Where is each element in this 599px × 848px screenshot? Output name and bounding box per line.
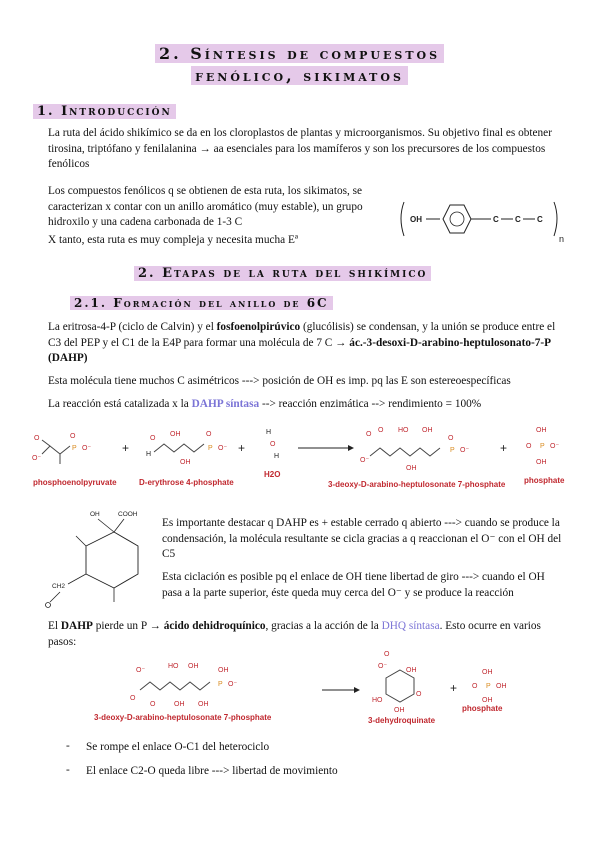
ring-oh-label: OH <box>90 511 100 518</box>
atom-o: O <box>270 441 276 448</box>
atom-o: O <box>366 431 372 438</box>
section-heading-etapas <box>134 266 431 281</box>
label-phosphate: phosphate <box>524 476 565 485</box>
atom-o: O <box>416 691 422 698</box>
atom-o-minus: O⁻ <box>218 445 228 452</box>
atom-o: O <box>206 431 212 438</box>
label-water: H2O <box>264 470 281 479</box>
atom-o-minus: O⁻ <box>360 457 370 464</box>
atom-p: P <box>450 447 455 454</box>
subsection-heading-text: 2.1. Formación del anillo de 6C <box>70 296 333 310</box>
atom-o: O <box>150 701 156 708</box>
atom-h: H <box>274 453 280 460</box>
bullet-mark: - <box>66 764 70 776</box>
atom-o-minus: O⁻ <box>228 681 238 688</box>
atom-o: O <box>150 435 156 442</box>
text-run: . Esto ocurre en varios pasos: <box>48 620 541 648</box>
formula-c-1: C <box>493 215 499 224</box>
text-run: --> reacción enzimática --> rendimiento = 100% <box>259 398 482 410</box>
bond <box>68 574 86 584</box>
text-run: El <box>48 620 61 632</box>
atom-oh: OH <box>180 459 191 466</box>
atom-o: O <box>472 683 478 690</box>
label-erythrose-4-phosphate: D-erythrose 4-phosphate <box>139 478 234 487</box>
atom-o: O <box>34 435 40 442</box>
plus-sign: + <box>122 441 130 455</box>
title-line-1: 2. Síntesis de compuestos <box>155 44 444 63</box>
atom-o: O <box>526 443 532 450</box>
atom-o: O <box>130 695 136 702</box>
atom-o-minus: O⁻ <box>460 447 470 454</box>
title-line-2: fenólico, sikimatos <box>191 66 408 85</box>
enzyme-name-dhq-sintasa: DHQ síntasa <box>381 620 440 632</box>
etapas-paragraph-3 <box>48 397 568 413</box>
arrow-head <box>354 687 360 693</box>
enzyme-name-dahp-sintasa: DAHP síntasa <box>191 398 260 410</box>
text-run: (glucólisis) se condensan, y la unión se produce entre el C3 del PEP y el C1 de la E4P para formar una molécula de 7 C → <box>48 321 556 349</box>
benzene-ring <box>443 205 471 233</box>
bond <box>76 536 86 546</box>
cyclohexane-ring <box>386 670 414 702</box>
intro-paragraph-3: X tanto, esta ruta es muy compleja y necesita mucha Eª <box>48 234 298 246</box>
text-run: La eritrosa-4-P (ciclo de Calvin) y el <box>48 321 217 333</box>
atom-o-minus: O⁻ <box>378 663 388 670</box>
formula-c-3: C <box>537 215 543 224</box>
formula-c-2: C <box>515 215 521 224</box>
etapas-paragraph-4: Es importante destacar q DAHP es + estable cerrado q abierto ---> cuando se produce la condensación, la molécula resultante se cicla gracias a q reaccionan el O⁻ con el OH del C5 <box>162 517 562 560</box>
section-heading-introduccion <box>33 104 176 119</box>
atom-oh: OH <box>170 431 181 438</box>
label-phosphate-2: phosphate <box>462 704 503 713</box>
atom-o: O <box>448 435 454 442</box>
bond <box>370 448 440 456</box>
aromatic-circle <box>450 212 464 226</box>
atom-ho: HO <box>168 663 179 670</box>
bullet-item-2: El enlace C2-O queda libre ---> libertad de movimiento <box>86 765 338 777</box>
bullet-mark: - <box>66 740 70 752</box>
atom-ho: HO <box>372 697 383 704</box>
text-run: La reacción está catalizada x la <box>48 398 192 410</box>
oxygen-atom <box>46 603 51 608</box>
text-bold: ác.-3-desoxi-D-arabino-heptulosonato-7-P (DAHP) <box>48 336 551 364</box>
atom-o-minus: O⁻ <box>550 443 560 450</box>
bond <box>42 440 50 446</box>
atom-oh: OH <box>536 427 547 434</box>
atom-oh: OH <box>536 459 547 466</box>
bond <box>114 519 124 532</box>
intro-paragraph-2: Los compuestos fenólicos q se obtienen de esta ruta, los sikimatos, se caracterizan x contar con un anillo aromático (muy estable), un grupo hidroxilo y una cadena carbonada de 1-3 C <box>48 185 363 228</box>
dahp-structure <box>360 427 469 472</box>
bracket-left <box>401 202 404 236</box>
atom-oh: OH <box>482 697 493 704</box>
atom-oh: OH <box>188 663 199 670</box>
plus-sign: + <box>238 441 246 455</box>
bond <box>154 444 204 452</box>
atom-o: O <box>70 433 76 440</box>
atom-p: P <box>208 445 213 452</box>
atom-p: P <box>218 681 223 688</box>
ring-cooh-label: COOH <box>118 511 138 518</box>
text-bold: DAHP <box>60 620 93 632</box>
text-run: , gracias a la acción de la <box>265 620 382 632</box>
atom-p: P <box>540 443 545 450</box>
bullet-item-1: Se rompe el enlace O-C1 del heterociclo <box>86 741 270 753</box>
atom-ho: HO <box>398 427 409 434</box>
plus-sign: + <box>450 681 458 695</box>
subsection-heading-anillo <box>70 296 333 310</box>
atom-oh: OH <box>406 465 417 472</box>
atom-oh: OH <box>496 683 507 690</box>
atom-oh: OH <box>422 427 433 434</box>
atom-o: O <box>384 651 390 658</box>
label-phosphoenolpyruvate: phosphoenolpyruvate <box>33 478 117 487</box>
etapas-paragraph-2: Esta molécula tiene muchos C asimétricos ---> posición de OH es imp. pq las E son estereoespecíficas <box>48 375 511 387</box>
text-run: pierde un P → <box>92 620 164 632</box>
pep-structure <box>32 433 91 464</box>
water-structure <box>266 429 279 460</box>
atom-oh: OH <box>198 701 209 708</box>
atom-o: O <box>378 427 384 434</box>
formula-oh: OH <box>410 215 422 224</box>
label-dahp-2: 3-deoxy-D-arabino-heptulosonate 7-phosphate <box>94 713 272 722</box>
plus-sign: + <box>500 441 508 455</box>
etapas-paragraph-5: Esta ciclación es posible pq el enlace de OH tiene libertad de giro ---> cuando el OH pasa a la parte superior, éste queda muy cerca del O⁻ y se produce la reacción <box>162 571 545 599</box>
dhq-structure <box>372 651 422 714</box>
atom-oh: OH <box>394 707 405 714</box>
pyranose-ring <box>86 532 138 588</box>
section-heading-text: 2. Etapas de la ruta del shikímico <box>134 266 431 281</box>
e4p-structure <box>146 431 227 466</box>
page-title <box>0 44 599 63</box>
arrow-head <box>348 445 354 451</box>
section-heading-text: 1. Introducción <box>33 104 176 119</box>
atom-oh: OH <box>174 701 185 708</box>
text-bold: fosfoenolpirúvico <box>216 321 301 333</box>
atom-p: P <box>486 683 491 690</box>
atom-oh: OH <box>218 667 229 674</box>
bond <box>140 682 210 690</box>
phosphate-structure-2 <box>472 669 507 704</box>
text-bold: ácido dehidroquínico <box>163 620 266 632</box>
bond <box>50 592 60 602</box>
atom-o-minus: O⁻ <box>136 667 146 674</box>
phenol-formula-diagram <box>398 198 568 248</box>
bond <box>98 519 114 532</box>
bracket-right <box>554 202 557 236</box>
atom-h: H <box>146 451 152 458</box>
atom-p: P <box>72 445 77 452</box>
formula-subscript-n: n <box>559 234 565 244</box>
label-dahp: 3-deoxy-D-arabino-heptulosonate 7-phosphate <box>328 480 506 489</box>
ring-ch2-label: CH2 <box>52 583 66 590</box>
etapas-paragraph-1 <box>48 320 558 367</box>
atom-h: H <box>266 429 272 436</box>
intro-paragraph-1: La ruta del ácido shikímico se da en los cloroplastos de plantas y microorganismos. Su objetivo final es obtener tirosina, triptófano y fenilalanina → aa esenciales para los mamíferos y son los precursores de los compuestos fenólicos <box>48 127 552 170</box>
page-subtitle <box>0 66 599 85</box>
reaction-1-diagram <box>30 418 590 478</box>
etapas-paragraph-6 <box>48 619 558 650</box>
dahp-ring-diagram <box>38 506 168 616</box>
atom-oh: OH <box>482 669 493 676</box>
atom-oh: OH <box>406 667 417 674</box>
phosphate-structure <box>526 427 559 466</box>
atom-o-minus: O⁻ <box>82 445 92 452</box>
bond <box>42 446 70 454</box>
atom-o-minus: O⁻ <box>32 455 42 462</box>
label-dehydroquinate: 3-dehydroquinate <box>368 716 436 725</box>
dahp-open-structure <box>130 663 237 708</box>
